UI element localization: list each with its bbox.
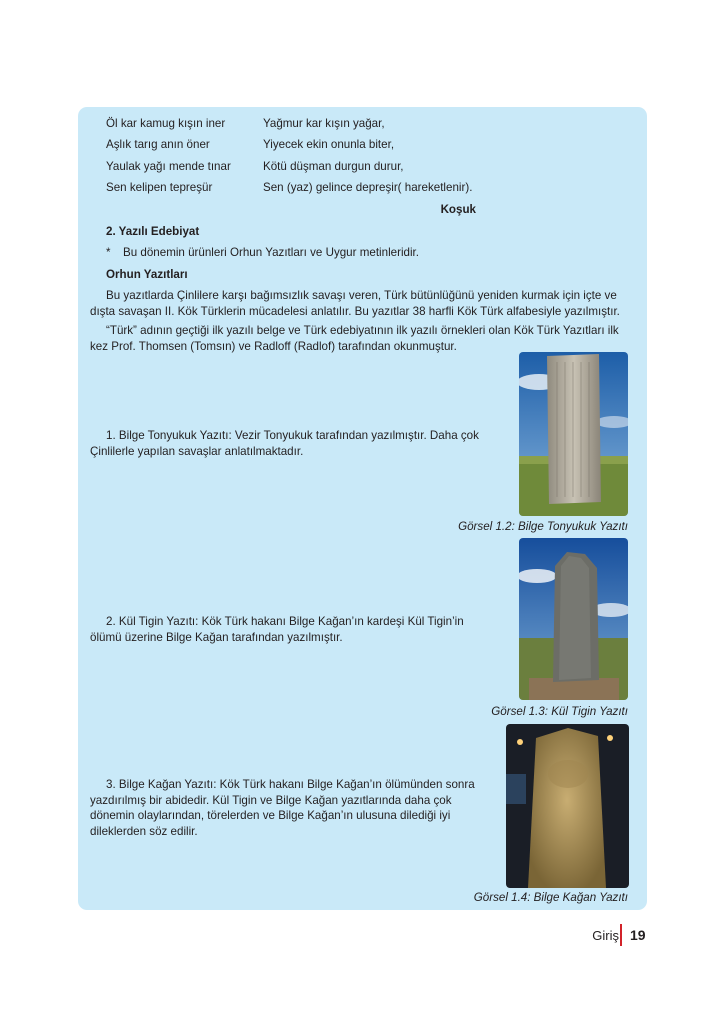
poem-genre-label: Koşuk: [440, 203, 476, 216]
section-heading: 2. Yazılı Edebiyat: [106, 225, 200, 238]
kultigin-caption: Görsel 1.3: Kül Tigin Yazıtı: [491, 705, 628, 718]
footer-divider: [620, 924, 622, 946]
bilgekagan-caption: Görsel 1.4: Bilge Kağan Yazıtı: [473, 891, 628, 904]
poem-translation-line-3: Kötü düşman durgun durur,: [263, 160, 404, 173]
poem-translation-line-2: Yiyecek ekin onunla biter,: [263, 138, 395, 151]
poem-original-line-4: Sen kelipen tepreşür: [106, 181, 213, 194]
item-tonyukuk-text: 1. Bilge Tonyukuk Yazıtı: Vezir Tonyukuk tarafından yazılmıştır. Daha çok Çinlilerle yapılan savaşlar anlatılmaktadır.: [90, 429, 479, 458]
orhun-heading: Orhun Yazıtları: [106, 268, 188, 281]
poem-original-line-1: Öl kar kamug kışın iner: [106, 117, 226, 130]
tonyukuk-photo-svg: [519, 352, 628, 516]
poem-translation-line-1: Yağmur kar kışın yağar,: [263, 117, 385, 130]
kultigin-photo-svg: [519, 538, 628, 700]
item-bilgekagan-text: 3. Bilge Kağan Yazıtı: Kök Türk hakanı Bilge Kağan’ın ölümünden sonra yazdırılmış bir abidedir. Kül Tigin ve Bilge Kağan yazıtlarında daha çok dönemin olaylarından, törelerden ve Bilge Kağan’ın ulusuna dilediği iyi dileklerden söz edilir.: [90, 778, 475, 838]
footer-section-label: Giriş: [592, 928, 619, 943]
page-number: 19: [630, 927, 646, 943]
bilgekagan-photo-svg: [506, 724, 629, 888]
orhun-paragraph-2: “Türk” adının geçtiği ilk yazılı belge ve Türk edebiyatının ilk yazılı örnekleri olan Kök Türk Yazıtları ilk kez Prof. Thomsen (Tomsın) ve Radloff (Radlof) tarafından okunmuştur.: [90, 324, 619, 353]
bullet-marker: *: [106, 246, 111, 259]
bilgekagan-inscription-photo: [506, 724, 629, 888]
poem-original-line-3: Yaulak yağı mende tınar: [106, 160, 231, 173]
poem-translation-line-4: Sen (yaz) gelince depreşir( hareketlenir).: [263, 181, 473, 194]
orhun-paragraph-1: Bu yazıtlarda Çinlilere karşı bağımsızlık savaşı veren, Türk bütünlüğünü yeniden kurmak için içte ve dışta savaşan II. Kök Türklerin mücadelesi anlatılır. Bu yazıtlar 38 harfli Kök Türk alfabesiyle yazılmıştır.: [90, 289, 620, 318]
poem-original-line-2: Aşlık tarıg anın öner: [106, 138, 210, 151]
tonyukuk-caption: Görsel 1.2: Bilge Tonyukuk Yazıtı: [458, 520, 628, 533]
bullet-text: Bu dönemin ürünleri Orhun Yazıtları ve Uygur metinleridir.: [123, 246, 419, 259]
tonyukuk-inscription-photo: [519, 352, 628, 516]
kultigin-inscription-photo: [519, 538, 628, 700]
item-kultigin-text: 2. Kül Tigin Yazıtı: Kök Türk hakanı Bilge Kağan’ın kardeşi Kül Tigin’in ölümü üzerine Bilge Kağan tarafından yazılmıştır.: [90, 615, 464, 644]
